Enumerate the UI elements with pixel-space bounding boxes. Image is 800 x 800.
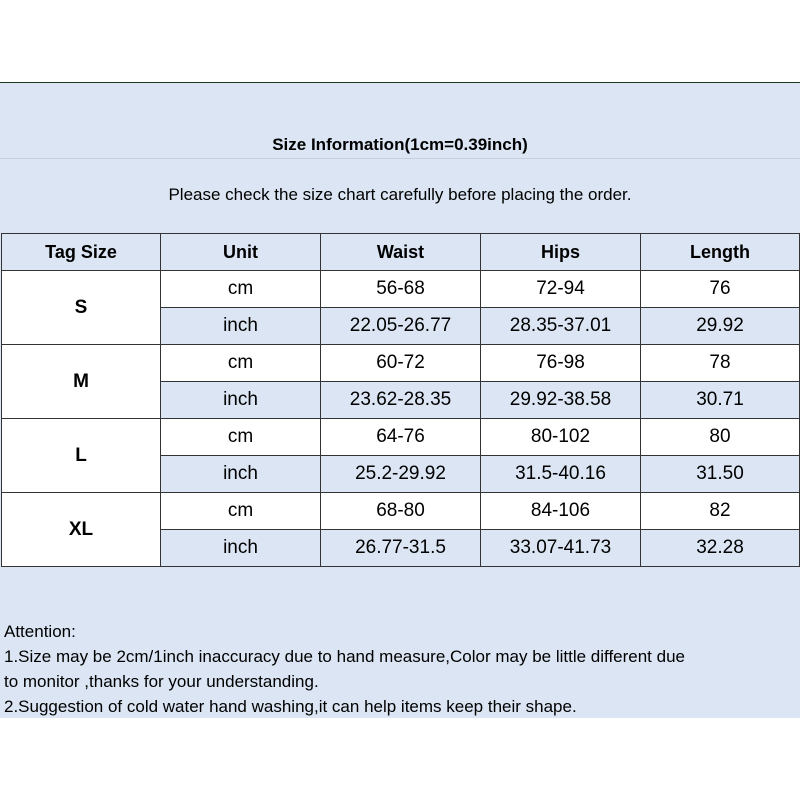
attention-line: 1.Size may be 2cm/1inch inaccuracy due to hand measure,Color may be little different due [4,647,685,666]
attention-heading: Attention: [4,622,76,641]
attention-line: 2.Suggestion of cold water hand washing,it can help items keep their shape. [4,697,577,716]
unit-cell: inch [161,530,321,567]
tag-size-cell: L [2,419,161,493]
length-cell: 80 [641,419,800,456]
unit-cell: inch [161,308,321,345]
table-row [2,419,800,456]
header-length: Length [641,234,800,271]
size-chart-sheet [0,82,800,718]
unit-cell: inch [161,456,321,493]
unit-cell: cm [161,345,321,382]
table-row [2,345,800,382]
waist-cell: 68-80 [321,493,481,530]
header-waist: Waist [321,234,481,271]
length-cell: 82 [641,493,800,530]
size-table [1,233,800,567]
tag-size-cell: S [2,271,161,345]
header-tag-size: Tag Size [2,234,161,271]
length-cell: 78 [641,345,800,382]
waist-cell: 22.05-26.77 [321,308,481,345]
waist-cell: 25.2-29.92 [321,456,481,493]
waist-cell: 26.77-31.5 [321,530,481,567]
attention-line: to monitor ,thanks for your understanding. [4,672,319,691]
table-row [2,271,800,308]
page-title: Size Information(1cm=0.39inch) [272,135,528,154]
unit-cell: cm [161,493,321,530]
waist-cell: 56-68 [321,271,481,308]
unit-cell: inch [161,382,321,419]
length-cell: 32.28 [641,530,800,567]
unit-cell: cm [161,419,321,456]
header-unit: Unit [161,234,321,271]
tag-size-cell: XL [2,493,161,567]
waist-cell: 64-76 [321,419,481,456]
hips-cell: 84-106 [481,493,641,530]
attention-notes [4,619,796,719]
length-cell: 29.92 [641,308,800,345]
unit-cell: cm [161,271,321,308]
hips-cell: 80-102 [481,419,641,456]
hips-cell: 31.5-40.16 [481,456,641,493]
header-hips: Hips [481,234,641,271]
order-notice: Please check the size chart carefully before placing the order. [168,185,632,204]
hips-cell: 29.92-38.58 [481,382,641,419]
hips-cell: 76-98 [481,345,641,382]
waist-cell: 60-72 [321,345,481,382]
length-cell: 30.71 [641,382,800,419]
hips-cell: 28.35-37.01 [481,308,641,345]
length-cell: 31.50 [641,456,800,493]
hips-cell: 72-94 [481,271,641,308]
length-cell: 76 [641,271,800,308]
table-header-row [2,234,800,271]
table-row [2,493,800,530]
waist-cell: 23.62-28.35 [321,382,481,419]
tag-size-cell: M [2,345,161,419]
hips-cell: 33.07-41.73 [481,530,641,567]
